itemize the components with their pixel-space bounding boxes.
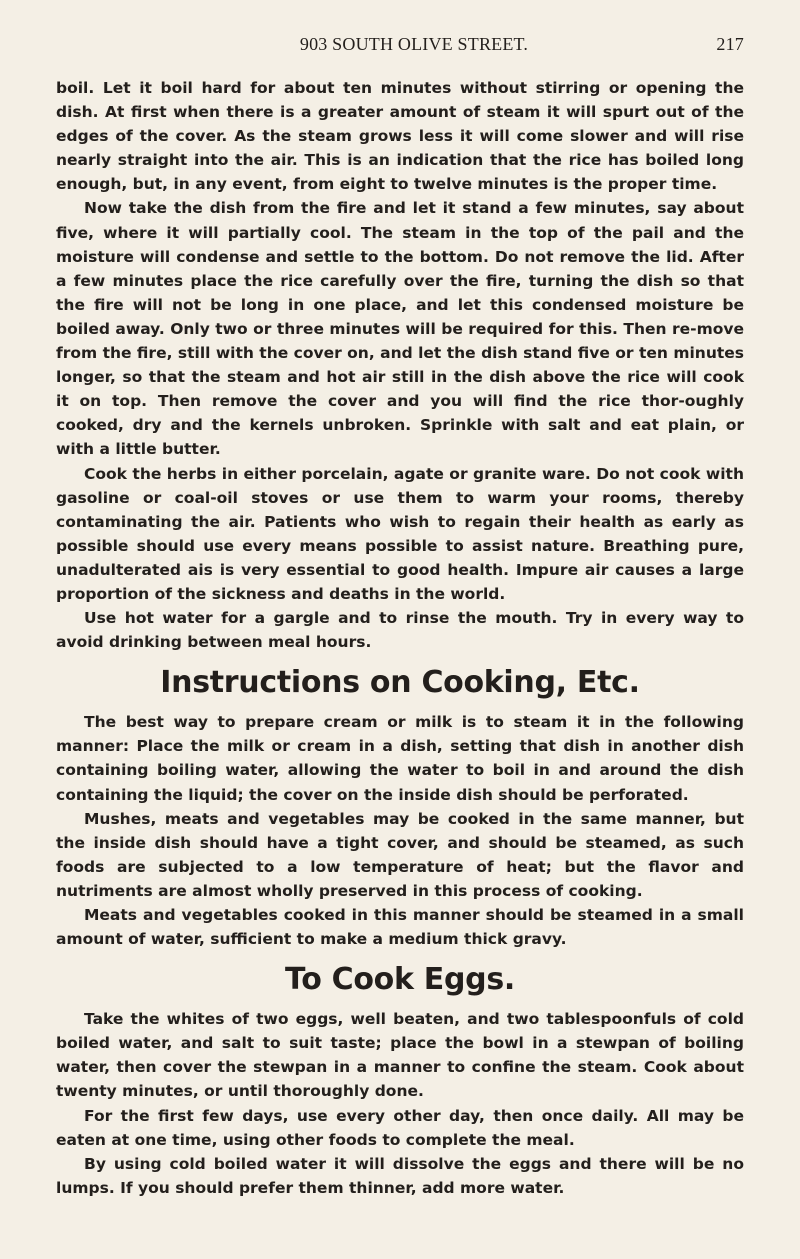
running-head-title: 903 SOUTH OLIVE STREET.: [299, 34, 529, 54]
section-heading-cooking: Instructions on Cooking, Etc.: [160, 665, 640, 701]
paragraph: Now take the dish from the fire and let it stand a few minutes, say about five, where it will partially cool. The steam in the top of the pail and the moisture will condense and settle to the bottom. Do not remove the lid. After a few minutes place the rice carefully over the fire, turning the dish so that the fire will not be long in one place, and let this condensed moisture be boiled away. Only two or three minutes will be required for this. Then re-move from the fire, still with the cover on, and let the dish stand five or ten minutes longer, so that the steam and hot air still in the dish above the rice will cook it on top. Then remove the cover and you will find the rice thor-oughly cooked, dry and the kernels unbroken. Sprinkle with salt and eat plain, or with a little butter.: [56, 199, 745, 459]
running-head: [56, 34, 744, 60]
paragraph: Meats and vegetables cooked in this manner should be steamed in a small amount of water, sufficient to make a medium thick gravy.: [56, 906, 744, 949]
paragraph: Take the whites of two eggs, well beaten, and two tablespoonfuls of cold boiled water, and salt to suit taste; place the bowl in a stewpan of boiling water, then cover the stewpan in a manner to confine the steam. Cook about twenty minutes, or until thoroughly done.: [56, 1010, 744, 1101]
section-heading-eggs: To Cook Eggs.: [285, 962, 515, 998]
paragraph: The best way to prepare cream or milk is to steam it in the following manner: Place the milk or cream in a dish, setting that dish in another dish containing boiling water, allowing the water to boil in and around the dish containing the liquid; the cover on the inside dish should be perforated.: [56, 713, 744, 804]
paragraph: boil. Let it boil hard for about ten minutes without stirring or opening the dish. At first when there is a greater amount of steam it will spurt out of the edges of the cover. As the steam grows less it will come slower and will rise nearly straight into the air. This is an indication that the rice has boiled long enough, but, in any event, from eight to twelve minutes is the proper time.: [56, 79, 744, 194]
paragraph: By using cold boiled water it will dissolve the eggs and there will be no lumps. If you should prefer them thinner, add more water.: [56, 1154, 744, 1197]
section-cooking: [56, 710, 744, 951]
paragraph: Use hot water for a gargle and to rinse the mouth. Try in every way to avoid drinking between meal hours.: [56, 609, 744, 652]
page-number: 217: [716, 34, 744, 54]
paragraph: Cook the herbs in either porcelain, agate or granite ware. Do not cook with gasoline or coal-oil stoves or use them to warm your rooms, thereby contaminating the air. Patients who wish to regain their health as early as possible should use every means possible to assist nature. Breathing pure, unadulterated ais is very essential to good health. Impure air causes a large proportion of the sickness and deaths in the world.: [56, 464, 744, 603]
paragraph: For the first few days, use every other day, then once daily. All may be eaten at one time, using other foods to complete the meal.: [56, 1106, 744, 1149]
paragraph: Mushes, meats and vegetables may be cooked in the same manner, but the inside dish should have a tight cover, and should be steamed, as such foods are subjected to a low temperature of heat; but the flavor and nutriments are almost wholly preserved in this process of cooking.: [56, 809, 744, 900]
section-rice-and-health: [56, 76, 744, 654]
section-eggs: [56, 1007, 744, 1200]
